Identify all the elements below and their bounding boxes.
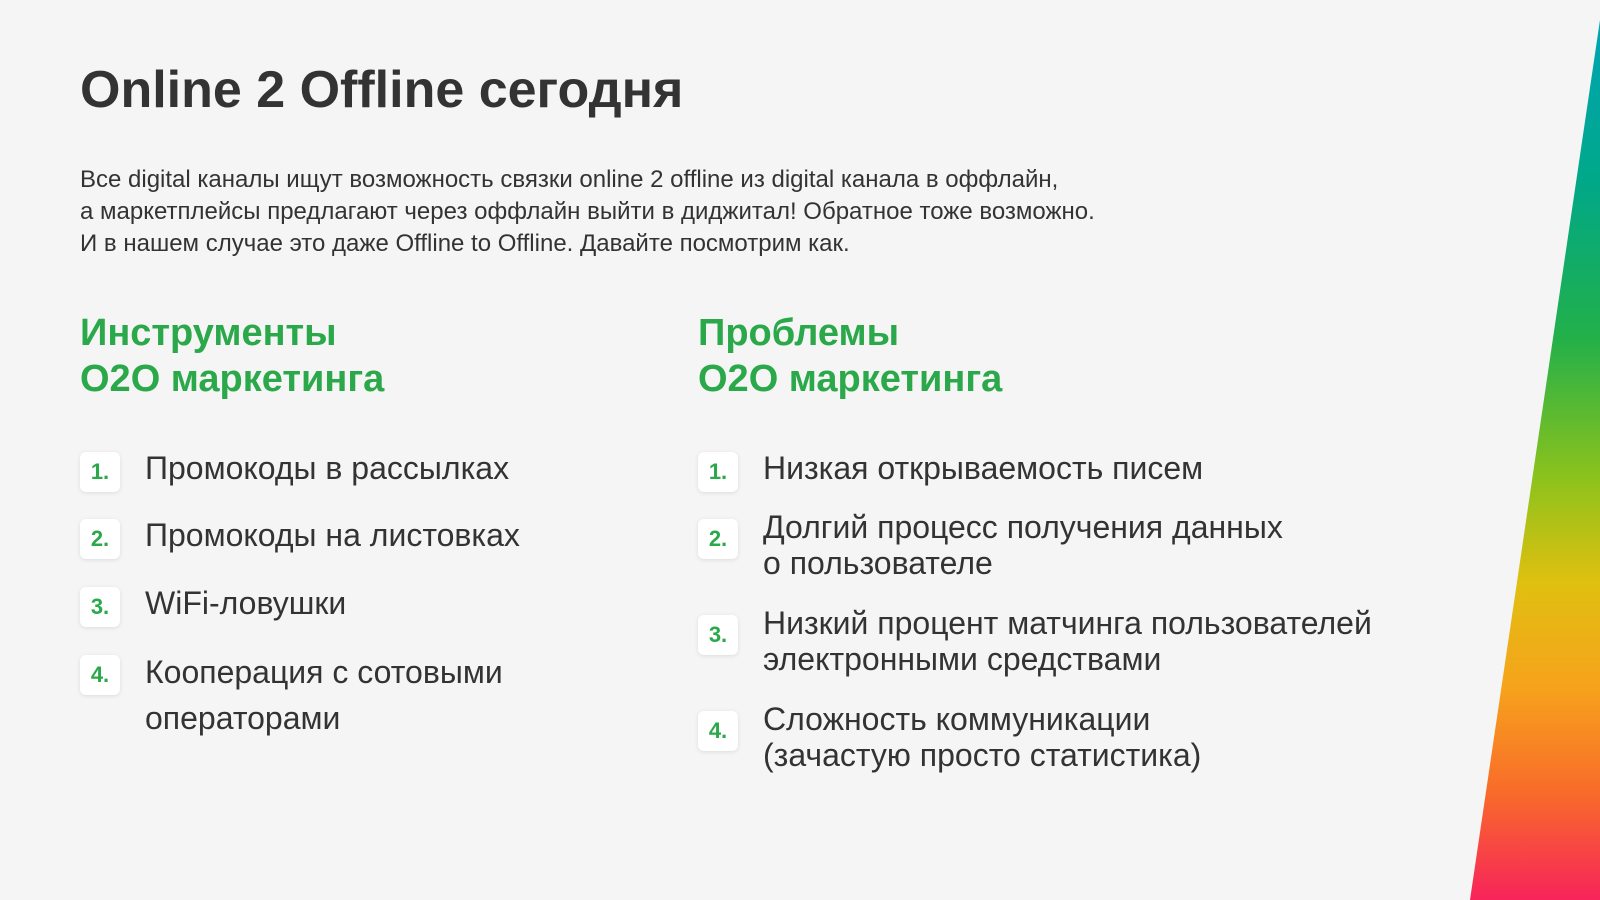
item-text [145, 585, 346, 621]
item-text-line: Сложность коммуникации [763, 701, 1151, 737]
tools-column [80, 310, 640, 736]
item-text-line: Низкий процент матчинга пользователей [763, 605, 1372, 641]
problems-heading-line: O2O маркетинга [698, 358, 1003, 400]
item-number-badge: 4. [698, 711, 738, 751]
item-text-line: Промокоды в рассылках [145, 450, 510, 486]
item-text [763, 450, 1203, 486]
intro-line: Все digital каналы ищут возможность связки online 2 offline из digital канала в оффлайн, [80, 166, 1059, 193]
item-text-line: (зачастую просто статистика) [763, 737, 1202, 773]
item-number-badge: 4. [80, 655, 120, 695]
problems-column [698, 310, 1458, 773]
intro-line: а маркетплейсы предлагают через оффлайн выйти в диджитал! Обратное тоже возможно. [80, 198, 1095, 225]
page-title: Online 2 Offline сегодня [80, 61, 684, 119]
item-text [763, 605, 1372, 677]
tools-heading-line: Инструменты [80, 312, 337, 354]
problems-heading [698, 310, 1458, 402]
item-text-line: Промокоды на листовках [145, 517, 520, 553]
item-text-line: о пользователе [763, 545, 993, 581]
item-number-badge: 2. [698, 519, 738, 559]
tools-heading-line: O2O маркетинга [80, 358, 385, 400]
intro-paragraph [80, 164, 1360, 260]
item-number-badge: 3. [80, 587, 120, 627]
item-text [763, 509, 1283, 581]
intro-line: И в нашем случае это даже Offline to Offline. Давайте посмотрим как. [80, 230, 850, 257]
item-number-badge: 3. [698, 615, 738, 655]
item-number-badge: 1. [698, 452, 738, 492]
item-number-badge: 1. [80, 452, 120, 492]
item-number-badge: 2. [80, 519, 120, 559]
item-text-line: электронными средствами [763, 641, 1162, 677]
item-text [145, 649, 503, 741]
item-text-line: WiFi-ловушки [145, 585, 347, 621]
item-text [763, 701, 1201, 773]
item-text-line: операторами [145, 700, 341, 736]
tools-heading [80, 310, 640, 402]
item-text [145, 450, 509, 486]
item-text [145, 517, 520, 553]
item-text-line: Долгий процесс получения данных [763, 509, 1283, 545]
item-text-line: Кооперация с сотовыми [145, 654, 503, 690]
item-text-line: Низкая открываемость писем [763, 450, 1204, 486]
problems-heading-line: Проблемы [698, 312, 900, 354]
